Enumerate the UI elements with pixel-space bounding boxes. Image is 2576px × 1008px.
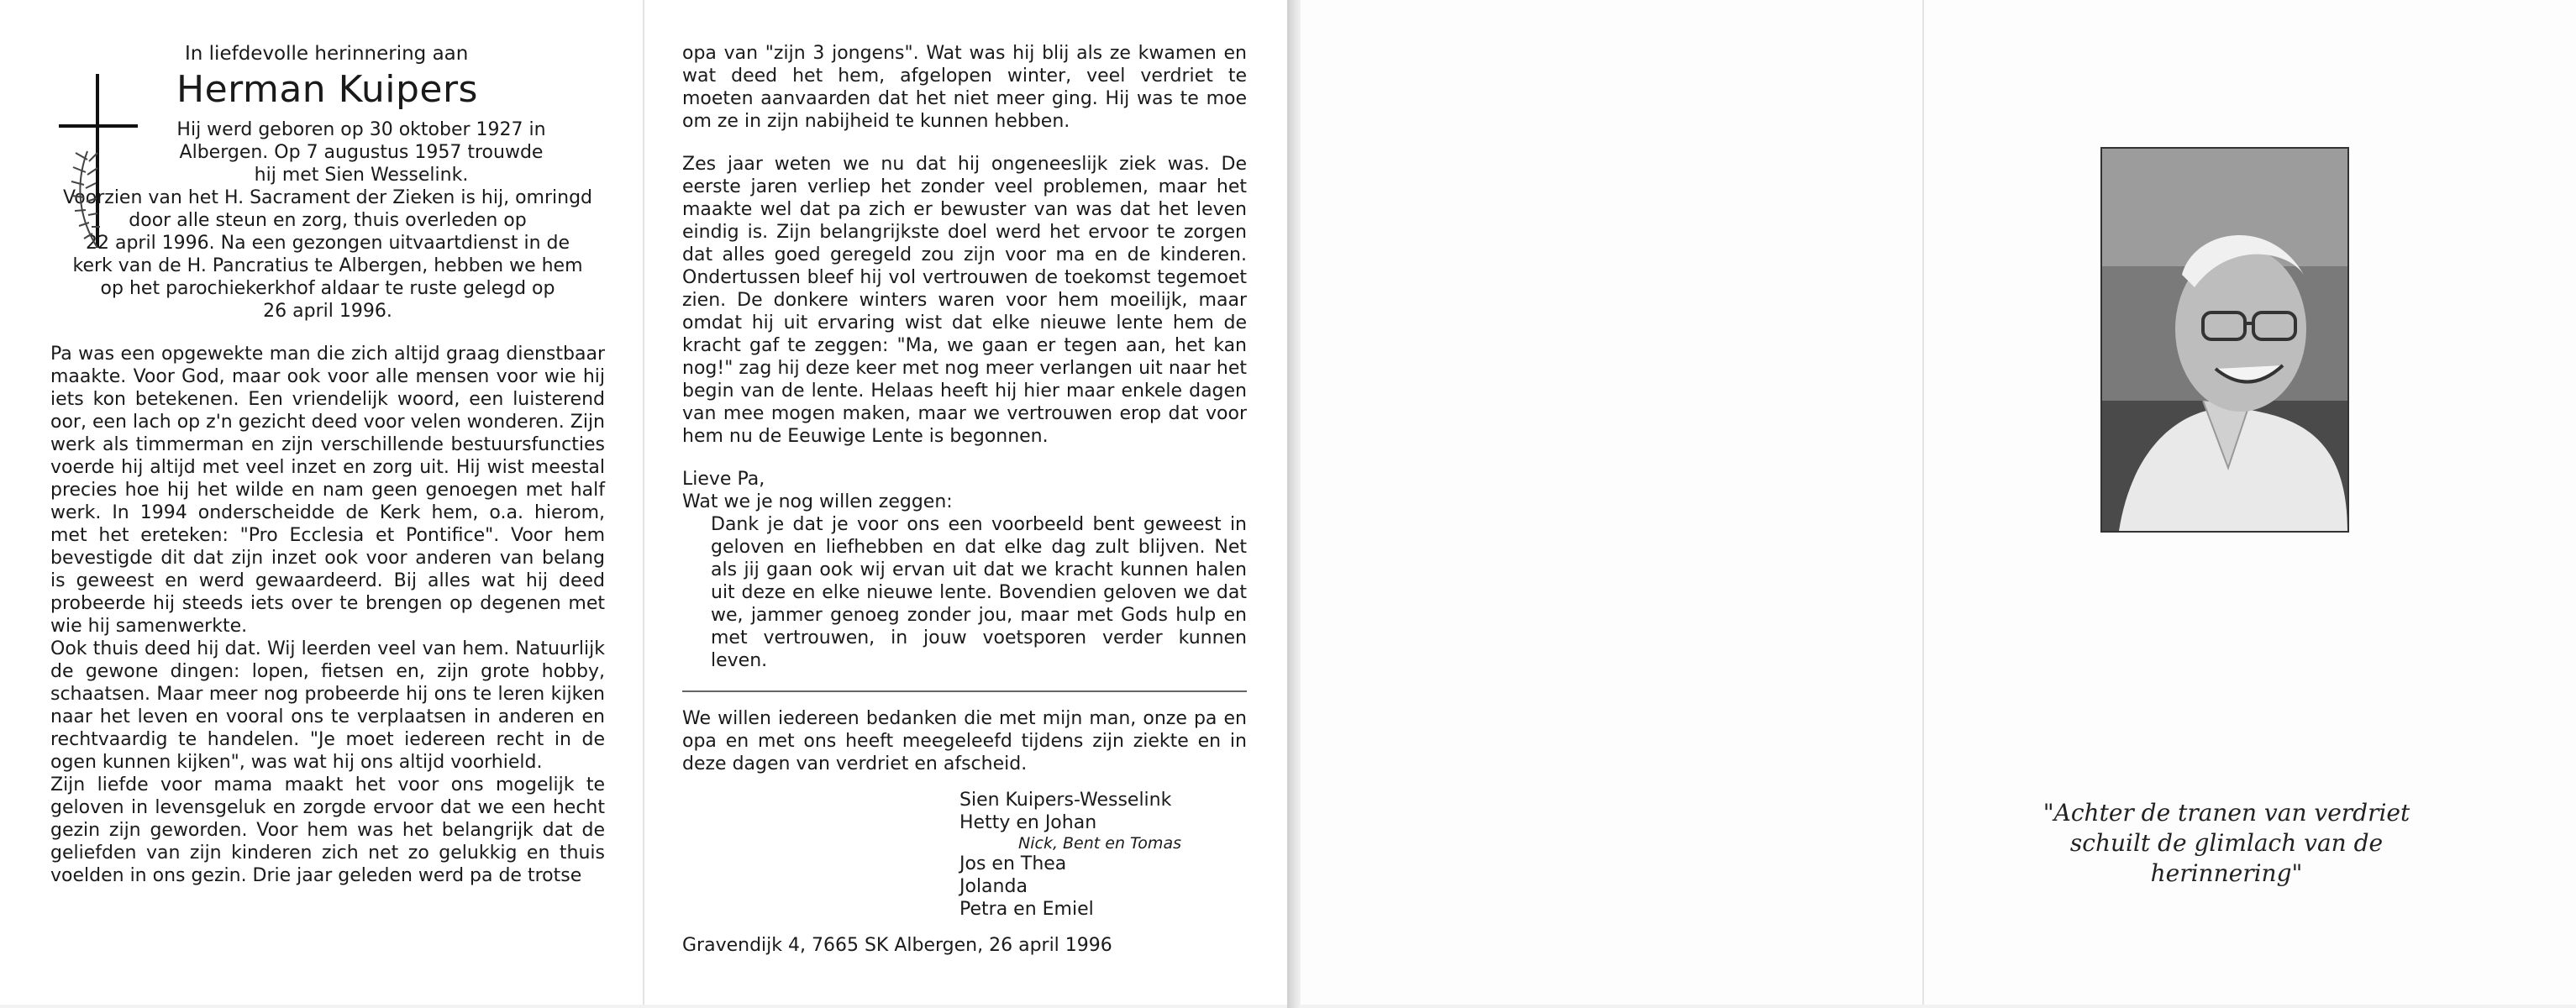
salutation: Lieve Pa, [682,469,765,490]
text-line: 26 april 1996. [263,301,392,322]
thanks-paragraph: We willen iedereen bedanken die met mijn man, onze pa en opa en met ons heeft meegeleefd tijdens zijn ziekte en in deze dagen van verdriet en afscheid. [682,708,1247,774]
card-edge-shadow [1287,0,1301,1008]
signature-line: Jolanda [959,876,1028,897]
text-line: op het parochiekerkhof aldaar te ruste gelegd op [100,278,555,299]
text-line: Albergen. Op 7 augustus 1957 trouwde [179,142,544,163]
divider [682,690,1247,692]
address-line: Gravendijk 4, 7665 SK Albergen, 26 april 1996 [682,935,1112,956]
memorial-quote [2000,798,2453,889]
paragraph: Ook thuis deed hij dat. Wij leerden veel van hem. Natuurlijk de gewone dingen: lopen, fietsen en, zijn grote hobby, schaatsen. Maar meer nog probeerde hij ons te leren kijken naar het leven en vooral ons te verplaatsen in anderen en rechtvaardig te handelen. "Je moet iedereen recht in de ogen kunnen kijken", was wat hij ons altijd voorhield. [50,638,605,773]
text-line: Voorzien van het H. Sacrament der Zieken is hij, omringd [62,187,593,208]
text-column-left [50,42,605,887]
signature-line: Hetty en Johan [959,812,1097,833]
signature-line: Petra en Emiel [959,899,1094,920]
grandchildren-line: Nick, Bent en Tomas [1018,834,1181,853]
quote-line: "Achter de tranen van verdriet [2042,799,2410,827]
salutation-line-2: Wat we je nog willen zeggen: [682,491,953,512]
text-line: kerk van de H. Pancratius te Albergen, hebben we hem [72,255,583,276]
fold-line [1922,0,1924,1005]
text-column-right [682,42,1247,957]
text-line: hij met Sien Wesselink. [254,165,469,186]
farewell-paragraph: Dank je dat je voor ons een voorbeeld bent geweest in geloven en liefhebben en dat elke dag zult blijven. Net als jij gaan ook wij ervan uit dat we kracht kunnen halen uit deze en elke nieuwe lente. Bovendien geloven we dat we, jammer genoeg zonder jou, maar met Gods hulp en met vertrouwen, in jouw voetsporen verder kunnen leven. [711,514,1247,671]
deceased-name: Herman Kuipers [176,68,478,111]
portrait-photo-illustration [2102,149,2347,531]
text-line: door alle steun en zorg, thuis overleden op [129,210,527,231]
paragraph: Pa was een opgewekte man die zich altijd graag dienstbaar maakte. Voor God, maar ook voor alle mensen voor wie hij iets kon betekenen. Een vriendelijk woord, een luisterend oor, een lach op z'n gezicht deed voor velen wonderen. Zijn werk als timmerman en zijn verschillende bestuursfuncties voerde hij altijd met veel inzet en zorg uit. Hij wist meestal precies hoe hij het wilde en nam geen genoegen met half werk. In 1994 onderscheidde de Kerk hem, o.a. hierom, met het ereteken: "Pro Ecclesia et Pontifice". Voor hem bevestigde dit dat zijn inzet ook voor anderen van belang is geweest en werd gewaardeerd. Bij alles wat hij deed probeerde hij steeds iets over te brengen op degenen met wie hij samenwerkte. [50,344,605,637]
fold-line [643,0,644,1005]
signature-line: Jos en Thea [959,853,1067,874]
portrait-photo [2100,147,2349,533]
paragraph: opa van "zijn 3 jongens". Wat was hij blij als ze kwamen en wat deed het hem, afgelopen winter, veel verdriet te moeten aanvaarden dat het niet meer ging. Hij was te moe om ze in zijn nabijheid te kunnen hebben. [682,43,1247,132]
text-line: Hij werd geboren op 30 oktober 1927 in [176,119,546,140]
signature-line: Sien Kuipers-Wesselink [959,790,1172,811]
text-line: 22 april 1996. Na een gezongen uitvaartdienst in de [85,233,570,254]
quote-line: schuilt de glimlach van de herinnering" [2069,829,2384,887]
intro-line: In liefdevolle herinnering aan [185,43,469,65]
cross-with-palm-icon [54,67,146,260]
paragraph: Zes jaar weten we nu dat hij ongeneeslijk ziek was. De eerste jaren verliep het zonder veel problemen, maar het maakte wel dat pa zich er bewuster van was dat het leven eindig is. Zijn belangrijkste doel werd het ervoor te zorgen dat alles goed geregeld zou zijn voor ma en de kinderen. Ondertussen bleef hij vol vertrouwen de toekomst tegemoet zien. De donkere winters waren voor hem moeilijk, maar omdat hij uit ervaring wist dat elke nieuwe lente hem de kracht gaf te zeggen: "Ma, we gaan er tegen aan, het kan nog!" zag hij deze keer met nog meer verlangen uit naar het begin van de lente. Helaas heeft hij hier maar enkele dagen van mee mogen maken, maar we vertrouwen erop dat voor hem nu de Eeuwige Lente is begonnen. [682,154,1247,447]
paragraph: Zijn liefde voor mama maakt het voor ons mogelijk te geloven in levensgeluk en zorgde ervoor dat we een hecht gezin zijn geworden. Voor hem was het belangrijk dat de geliefden van zijn kinderen zich net zo gelukkig en thuis voelden in ons gezin. Drie jaar geleden werd pa de trotse [50,774,605,886]
memorial-card-inside [0,0,1287,1005]
